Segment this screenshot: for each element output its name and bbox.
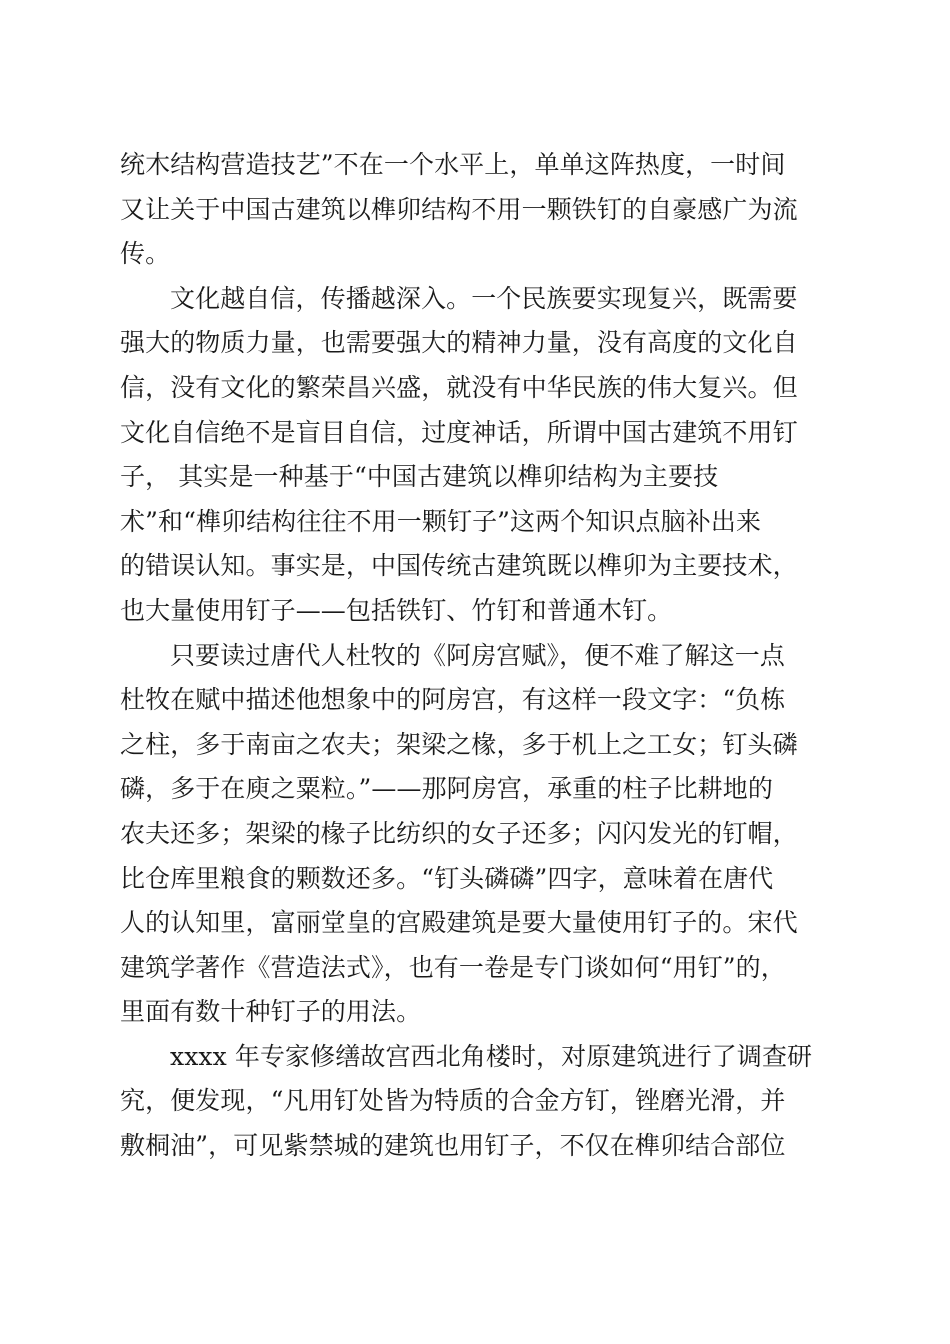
body-text	[120, 143, 840, 1169]
text-line: 建筑学著作《营造法式》，也有一卷是专门谈如何“用钉”的，	[120, 952, 786, 982]
text-line: 也大量使用钉子——包括铁钉、竹钉和普通木钉。	[120, 595, 673, 625]
text-line: 究，便发现，“凡用钉处皆为特质的合金方钉，锉磨光滑，并	[120, 1086, 786, 1116]
text-line: 人的认知里，富丽堂皇的宫殿建筑是要大量使用钉子的。宋代	[120, 908, 798, 938]
text-line: 强大的物质力量，也需要强大的精神力量，没有高度的文化自	[120, 328, 798, 358]
paragraph-first-line: 文化越自信，传播越深入。一个民族要实现复兴，既需要	[170, 283, 798, 313]
text-line: 磷，多于在庾之粟粒。”——那阿房宫，承重的柱子比耕地的	[120, 774, 773, 804]
text-line: 之柱，多于南亩之农夫；架梁之椽，多于机上之工女；钉头磷	[120, 729, 798, 759]
text-line: 农夫还多；架梁的椽子比纺织的女子还多；闪闪发光的钉帽，	[120, 818, 798, 848]
text-line: 敷桐油”，可见紫禁城的建筑也用钉子，不仅在榫卯结合部位	[120, 1131, 786, 1161]
text-line: 信，没有文化的繁荣昌兴盛，就没有中华民族的伟大复兴。但	[120, 372, 798, 402]
text-line: 杜牧在赋中描述他想象中的阿房宫，有这样一段文字：“负栋	[120, 685, 786, 715]
text-line: 术”和“榫卯结构往往不用一颗钉子”这两个知识点脑补出来	[120, 506, 762, 536]
text-line: 又让关于中国古建筑以榫卯结构不用一颗铁钉的自豪感广为流	[120, 194, 798, 224]
text-line: 传。	[120, 239, 171, 269]
paragraph-first-line: 只要读过唐代人杜牧的《阿房宫赋》，便不难了解这一点	[170, 640, 786, 670]
text-line: 统木结构营造技艺”不在一个水平上，单单这阵热度，一时间	[120, 150, 786, 179]
text-line: 的错误认知。事实是，中国传统古建筑既以榫卯为主要技术，	[120, 551, 798, 581]
text-line: 文化自信绝不是盲目自信，过度神话，所谓中国古建筑不用钉	[120, 417, 798, 447]
text-line: 子， 其实是一种基于“中国古建筑以榫卯结构为主要技	[120, 462, 719, 492]
text-line: 比仓库里粮食的颗数还多。“钉头磷磷”四字，意味着在唐代	[120, 863, 774, 893]
text-line: 里面有数十种钉子的用法。	[120, 997, 422, 1027]
paragraph-first-line: xxxx 年专家修缮故宫西北角楼时，对原建筑进行了调查研	[170, 1041, 813, 1071]
